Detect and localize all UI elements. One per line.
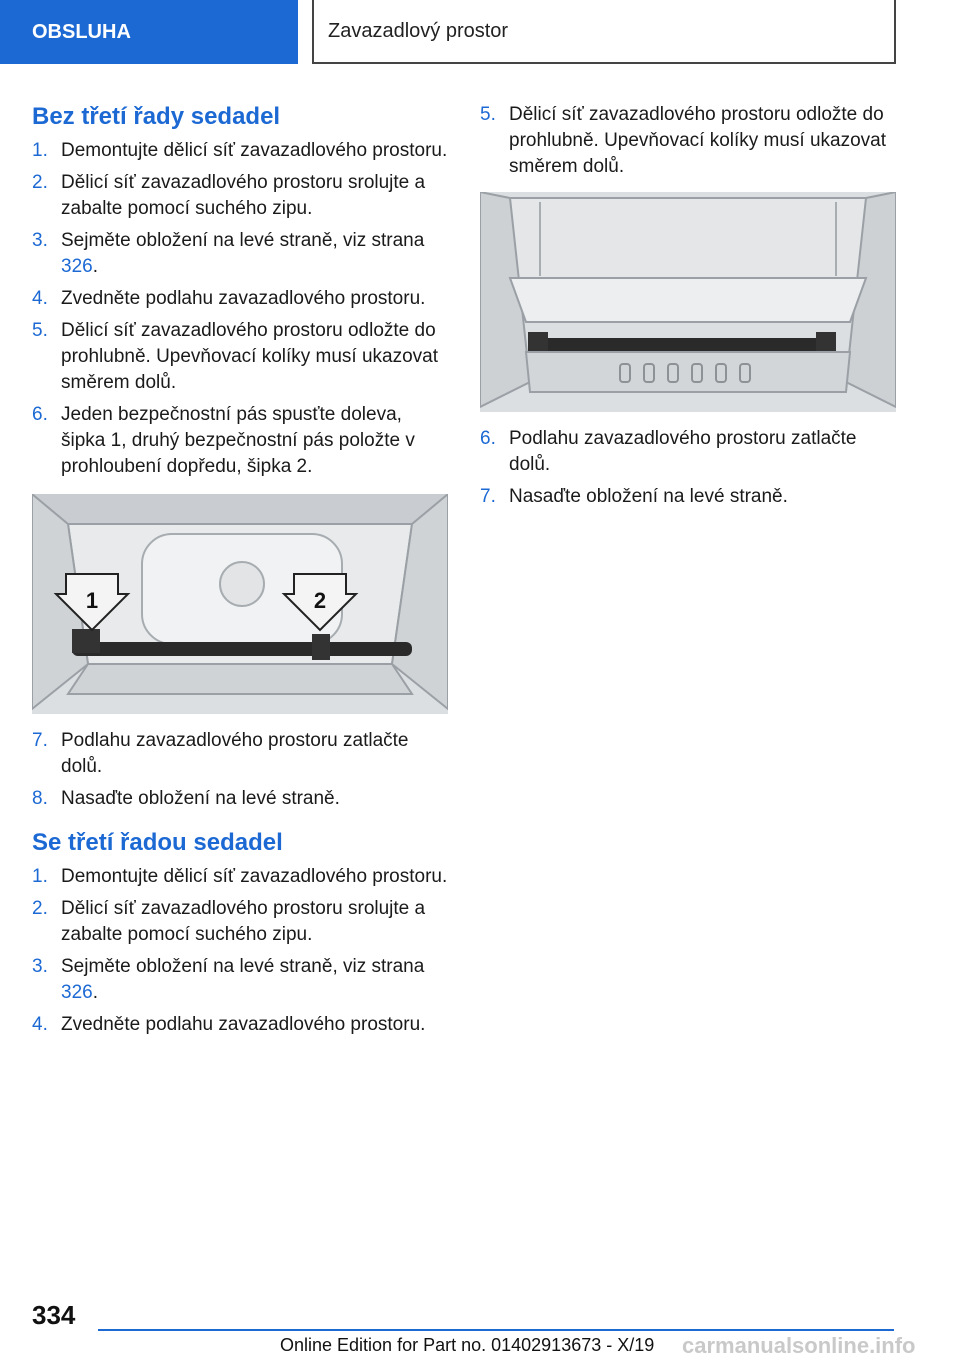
step-number: 1. — [32, 140, 48, 161]
steps-list-3b — [480, 426, 896, 510]
step-number: 5. — [480, 104, 496, 125]
steps-list-3a — [480, 102, 896, 180]
list-item — [480, 102, 896, 180]
step-number: 5. — [32, 320, 48, 341]
trunk-illustration-1 — [32, 494, 448, 714]
footer-edition: Online Edition for Part no. 01402913673 - X/19 — [280, 1335, 655, 1355]
step-text: Dělicí síť zavazadlového prostoru srolujte a zabalte pomocí suchého zipu. — [61, 898, 426, 945]
header-chapter-box — [312, 0, 896, 64]
steps-list-1b — [32, 728, 448, 812]
step-number: 2. — [32, 172, 48, 193]
list-item: 3. Sejměte obložení na levé straně, viz strana 326. — [32, 956, 425, 1003]
figure-trunk-belts — [32, 494, 448, 714]
step-text: Demontujte dělicí síť zavazadlového prostoru. — [61, 140, 448, 161]
heading-without-third-row: Bez třetí řady sedadel — [32, 103, 281, 130]
step-text: Nasaďte obložení na levé straně. — [61, 788, 340, 809]
step-number: 3. — [32, 230, 48, 251]
list-item — [32, 786, 448, 812]
list-item: 3. Sejměte obložení na levé straně, viz strana 326. — [32, 230, 425, 277]
step-text: Dělicí síť zavazadlového prostoru srolujte a zabalte pomocí suchého zipu. — [61, 172, 426, 219]
steps-list-1 — [32, 138, 448, 480]
step-text: Nasaďte obložení na levé straně. — [509, 486, 788, 507]
list-item — [32, 864, 448, 890]
list-item — [32, 402, 448, 480]
step-text: Dělicí síť zavazadlového prostoru odložte do prohlubně. Upevňovací kolíky musí ukazovat směrem dolů. — [509, 104, 887, 177]
list-item — [480, 426, 896, 478]
header-section-tab — [0, 0, 298, 64]
figure-trunk-net — [480, 192, 896, 412]
step-text: Demontujte dělicí síť zavazadlového prostoru. — [61, 866, 448, 887]
step-text: Podlahu zavazadlového prostoru zatlačte dolů. — [61, 730, 409, 777]
footer-divider — [98, 1329, 894, 1331]
list-item — [480, 484, 896, 510]
step-text: Sejměte obložení na levé straně, viz strana — [61, 956, 425, 977]
step-number: 6. — [32, 404, 48, 425]
step-number: 4. — [32, 288, 48, 309]
step-number: 8. — [32, 788, 48, 809]
watermark: carmanualsonline.info — [682, 1333, 916, 1358]
trunk-illustration-2 — [480, 192, 896, 412]
step-text: Zvedněte podlahu zavazadlového prostoru. — [61, 288, 426, 309]
step-number: 1. — [32, 866, 48, 887]
arrow-2-label: 2 — [313, 588, 327, 613]
step-text: Sejměte obložení na levé straně, viz strana — [61, 230, 425, 251]
header-chapter-title: Zavazadlový prostor — [328, 19, 509, 42]
step-text: Jeden bezpečnostní pás spusťte doleva, šipka 1, druhý bezpečnostní pás položte v prohloubení dopředu, šipka 2. — [61, 404, 415, 477]
steps-list-2 — [32, 864, 448, 1038]
left-column — [32, 100, 448, 1044]
heading-with-third-row: Se třetí řadou sedadel — [32, 829, 283, 856]
page-link[interactable]: 326 — [61, 982, 93, 1003]
right-column — [480, 102, 896, 516]
step-text: Podlahu zavazadlového prostoru zatlačte dolů. — [509, 428, 857, 475]
step-number: 3. — [32, 956, 48, 977]
step-number: 6. — [480, 428, 496, 449]
list-item — [32, 286, 448, 312]
step-number: 2. — [32, 898, 48, 919]
step-text: Dělicí síť zavazadlového prostoru odložte do prohlubně. Upevňovací kolíky musí ukazovat směrem dolů. — [61, 320, 439, 393]
list-item — [32, 896, 448, 948]
arrow-1-label: 1 — [85, 588, 99, 613]
list-item — [32, 138, 448, 164]
page-link[interactable]: 326 — [61, 256, 93, 277]
list-item — [32, 1012, 448, 1038]
step-text: Zvedněte podlahu zavazadlového prostoru. — [61, 1014, 426, 1035]
list-item — [32, 728, 448, 780]
list-item — [32, 318, 448, 396]
step-number: 7. — [480, 486, 496, 507]
header-section-label: OBSLUHA — [32, 20, 131, 43]
step-number: 4. — [32, 1014, 48, 1035]
page-number: 334 — [32, 1300, 76, 1330]
step-number: 7. — [32, 730, 48, 751]
list-item — [32, 170, 448, 222]
